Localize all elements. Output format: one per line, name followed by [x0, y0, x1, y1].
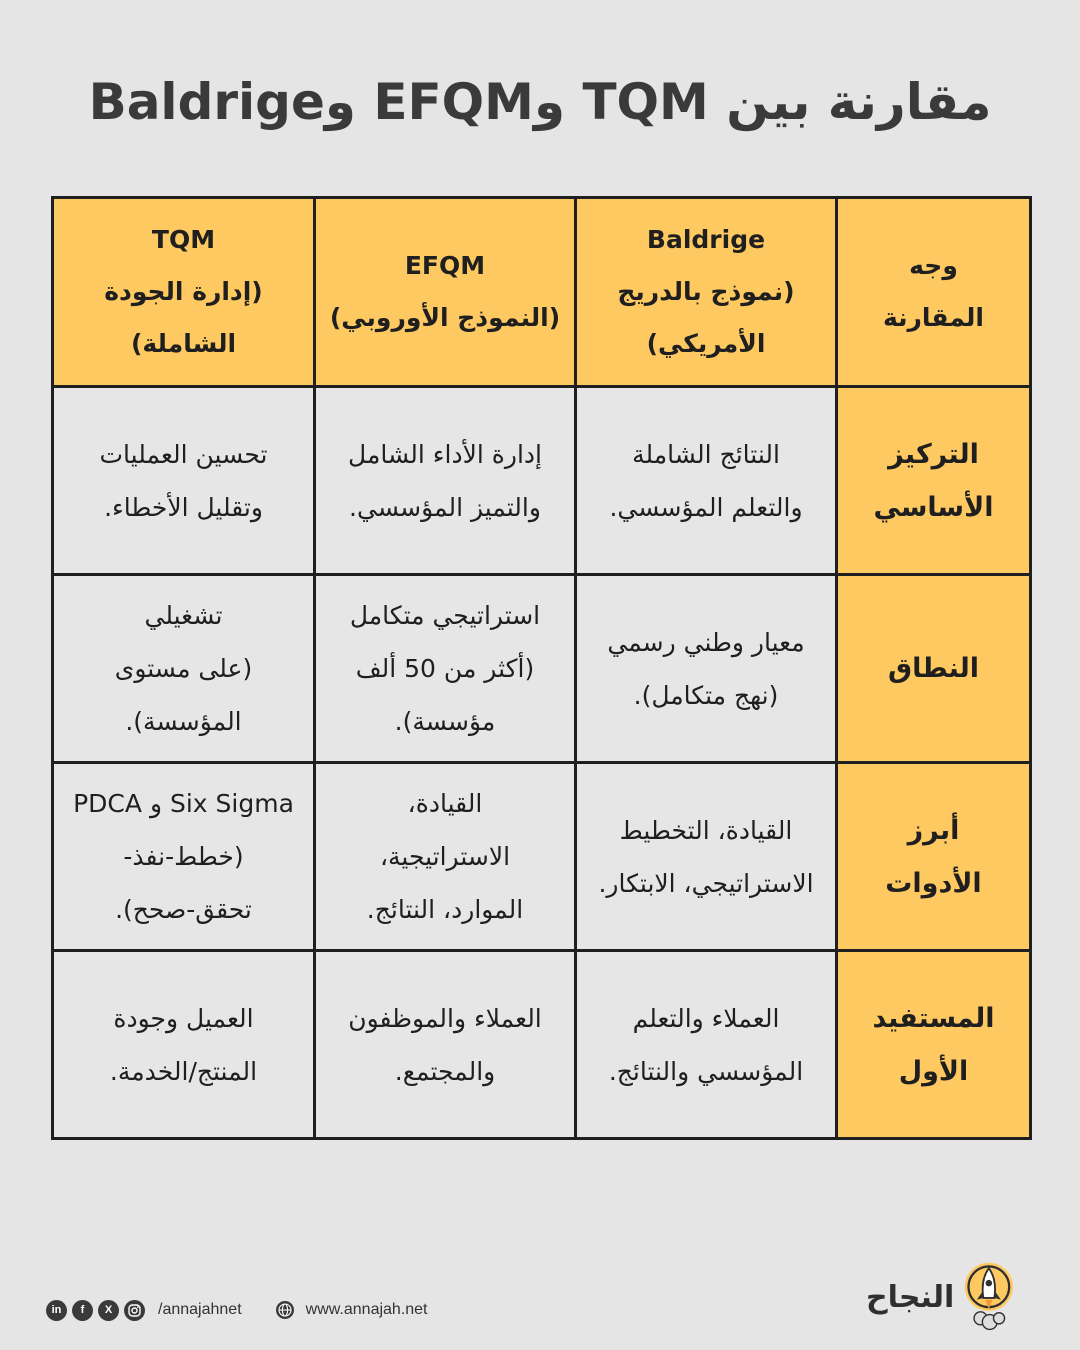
x-icon[interactable]: X	[98, 1300, 119, 1321]
website-link[interactable]: www.annajah.net	[305, 1301, 428, 1318]
table-row	[53, 575, 1031, 763]
cell-baldrige: العملاء والتعلم المؤسسي والنتائج.	[576, 951, 837, 1139]
cell-baldrige: معيار وطني رسمي (نهج متكامل).	[576, 575, 837, 763]
row-label: التركيز الأساسي	[837, 387, 1031, 575]
brand-logo	[866, 1257, 1016, 1337]
cell-efqm: العملاء والموظفون والمجتمع.	[315, 951, 576, 1139]
cell-tqm: Six Sigma و PDCA (خطط-نفذ- تحقق-صحح).	[53, 763, 315, 951]
cell-tqm: تحسين العمليات وتقليل الأخطاء.	[53, 387, 315, 575]
cell-tqm: تشغيلي (على مستوى المؤسسة).	[53, 575, 315, 763]
cell-baldrige: القيادة، التخطيط الاستراتيجي، الابتكار.	[576, 763, 837, 951]
globe-icon	[275, 1300, 295, 1320]
cell-efqm: إدارة الأداء الشامل والتميز المؤسسي.	[315, 387, 576, 575]
table-header-row	[53, 198, 1031, 387]
cell-efqm: القيادة، الاستراتيجية، الموارد، النتائج.	[315, 763, 576, 951]
table-row	[53, 387, 1031, 575]
header-baldrige: Baldrige (نموذج بالدريج الأمريكي)	[576, 198, 837, 387]
cell-baldrige: النتائج الشاملة والتعلم المؤسسي.	[576, 387, 837, 575]
social-handle[interactable]: /annajahnet	[158, 1301, 242, 1318]
table-row	[53, 763, 1031, 951]
footer-social	[46, 1297, 428, 1323]
linkedin-icon[interactable]: in	[46, 1300, 67, 1321]
row-label: أبرز الأدوات	[837, 763, 1031, 951]
header-efqm: EFQM (النموذج الأوروبي)	[315, 198, 576, 387]
header-aspect: وجه المقارنة	[837, 198, 1031, 387]
row-label: النطاق	[837, 575, 1031, 763]
row-label: المستفيد الأول	[837, 951, 1031, 1139]
instagram-icon[interactable]	[124, 1300, 145, 1321]
table-row	[53, 951, 1031, 1139]
header-tqm: TQM (إدارة الجودة الشاملة)	[53, 198, 315, 387]
comparison-table	[51, 196, 1032, 1140]
rocket-icon	[962, 1258, 1016, 1336]
logo-text: النجاح	[866, 1279, 955, 1315]
page-title: مقارنة بين TQM وEFQM وBaldrige	[88, 73, 992, 131]
facebook-icon[interactable]: f	[72, 1300, 93, 1321]
cell-efqm: استراتيجي متكامل (أكثر من 50 ألف مؤسسة).	[315, 575, 576, 763]
cell-tqm: العميل وجودة المنتج/الخدمة.	[53, 951, 315, 1139]
